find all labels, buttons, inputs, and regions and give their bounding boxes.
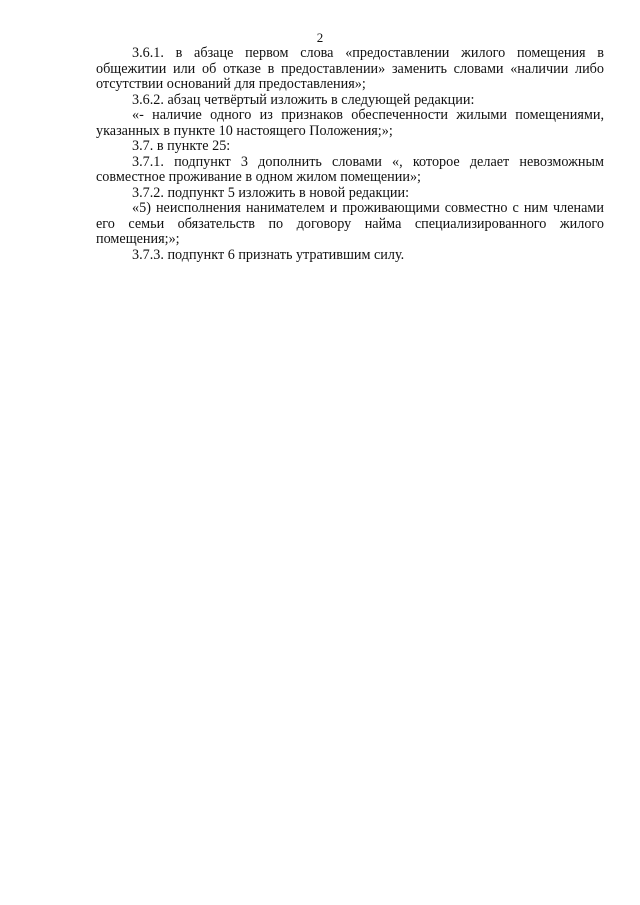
paragraph-3-7: 3.7. в пункте 25: bbox=[132, 138, 231, 154]
paragraph-3-7-2: 3.7.2. подпункт 5 изложить в новой редакции: bbox=[132, 184, 410, 201]
document-body bbox=[96, 46, 604, 263]
page-number: 2 bbox=[316, 30, 324, 45]
paragraph-3-7-3: 3.7.3. подпункт 6 признать утратившим силу. bbox=[132, 246, 405, 263]
paragraph-3-7-1: 3.7.1. подпункт 3 дополнить словами «, которое делает невозможным совместное проживание в одном жилом помещении»; bbox=[96, 153, 604, 185]
paragraph-quote-subpoint-5: «5) неисполнения нанимателем и проживающими совместно с ним членами его семьи обязательств по договору найма специализированного жилого помещения;»; bbox=[96, 200, 604, 247]
paragraph-3-6-1: 3.6.1. в абзаце первом слова «предоставлении жилого помещения в общежитии или об отказе в предоставлении» заменить словами «наличии либо отсутствии оснований для предоставления»; bbox=[96, 45, 604, 92]
paragraph-3-6-2: 3.6.2. абзац четвёртый изложить в следующей редакции: bbox=[132, 91, 475, 108]
paragraph-quote-availability: «- наличие одного из признаков обеспеченности жилыми помещениями, указанных в пункте 10 настоящего Положения;»; bbox=[96, 107, 604, 139]
